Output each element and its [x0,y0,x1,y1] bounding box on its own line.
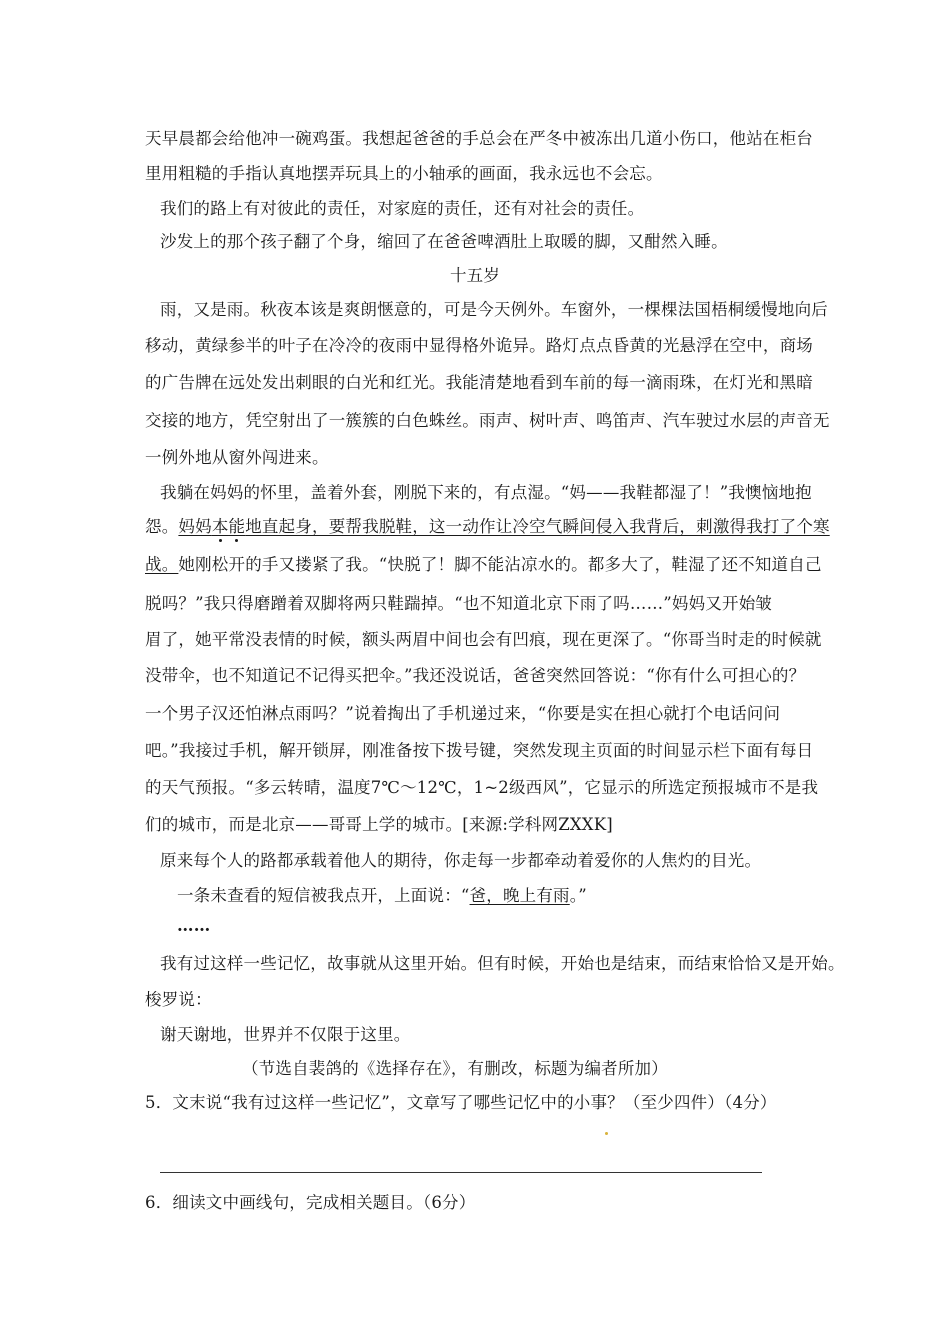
text-line: 脱吗？”我只得磨蹭着双脚将两只鞋踹掉。“也不知道北京下雨了吗……”妈妈又开始皱 [145,594,773,613]
text-segment: 妈妈 [178,517,212,536]
section-title: 十五岁 [449,266,501,285]
text-line: 移动，黄绿参半的叶子在冷冷的夜雨中显得格外诡异。路灯点点昏黄的光悬浮在空中，商场 [145,336,813,355]
text-line: 天早晨都会给他冲一碗鸡蛋。我想起爸爸的手总会在严冬中被冻出几道小伤口，他站在柜台 [145,129,813,148]
decorative-dot [605,1132,608,1135]
sms-line [177,888,587,905]
text-segment: 怨。 [145,517,179,536]
emphasis-dot-char: 本 [211,517,229,536]
text-line: 的天气预报。“多云转晴，温度7℃～12℃，1~2级西风”，它显示的所选定预报城市不是我 [145,778,819,797]
text-segment: 一条未查看的短信被我点开，上面说：“ [177,886,470,905]
text-line [145,557,822,574]
text-line: 我有过这样一些记忆，故事就从这里开始。但有时候，开始也是结束，而结束恰恰又是开始。 [160,954,845,973]
text-line: 里用粗糙的手指认真地摆弄玩具上的小轴承的画面，我永远也不会忘。 [145,164,663,183]
ellipsis: …… [177,916,211,935]
paragraph-sofa: 沙发上的那个孩子翻了个身，缩回了在爸爸啤酒肚上取暖的脚，又酣然入睡。 [160,232,728,251]
text-line: 一例外地从窗外闯进来。 [145,448,329,467]
text-line: 我躺在妈妈的怀里，盖着外套，刚脱下来的，有点湿。“妈——我鞋都湿了！”我懊恼地抱 [160,483,812,502]
paragraph-responsibility: 我们的路上有对彼此的责任，对家庭的责任，还有对社会的责任。 [160,199,645,218]
text-segment: 。” [569,886,587,905]
paragraph-thoreau: 谢天谢地，世界并不仅限于这里。 [160,1025,411,1044]
text-segment: 地直起身，要帮我脱鞋，这一动作让冷空气瞬间侵入我背后，刺激得我打了个寒 [245,517,830,536]
text-line [145,519,830,536]
text-segment: 她刚松开的手又搂紧了我。“快脱了！脚不能沾凉水的。都多大了，鞋湿了还不知道自己 [178,555,822,574]
source-note: （节选自裴鸽的《选择存在》，有删改，标题为编者所加） [242,1059,668,1078]
text-line: 的广告牌在远处发出刺眼的白光和红光。我能清楚地看到车前的每一滴雨珠，在灯光和黑暗 [145,373,813,392]
question-5: 5．文末说“我有过这样一些记忆”，文章写了哪些记忆中的小事？（至少四件）（4分） [145,1093,777,1112]
underlined-sentence [178,517,829,536]
underlined-sms: 爸，晚上有雨 [469,886,570,905]
text-line: 梭罗说： [145,990,212,1009]
text-line: 们的城市，而是北京——哥哥上学的城市。[来源:学科网ZXXK] [145,815,613,834]
underlined-sentence-end: 战。 [145,555,179,574]
text-line: 交接的地方，凭空射出了一簇簇的白色蛛丝。雨声、树叶声、鸣笛声、汽车驶过水层的声音无 [145,411,830,430]
text-line: 一个男子汉还怕淋点雨吗？”说着掏出了手机递过来，“你要是实在担心就打个电话问问 [145,704,781,723]
text-line: 眉了，她平常没表情的时候，额头两眉中间也会有凹痕，现在更深了。“你哥当时走的时候就 [145,630,822,649]
text-line: 吧。”我接过手机，解开锁屏，刚准备按下拨号键，突然发现主页面的时间显示栏下面有每日 [145,741,814,760]
text-line: 雨，又是雨。秋夜本该是爽朗惬意的，可是今天例外。车窗外，一棵棵法国梧桐缓慢地向后 [160,300,828,319]
question-6: 6．细读文中画线句，完成相关题目。（6分） [145,1193,476,1212]
emphasis-dot-char: 能 [228,517,246,536]
paragraph-path: 原来每个人的路都承载着他人的期待，你走每一步都牵动着爱你的人焦灼的目光。 [160,851,762,870]
text-line: 没带伞，也不知道记不记得买把伞。”我还没说话，爸爸突然回答说：“你有什么可担心的？ [145,666,806,685]
answer-line[interactable] [160,1172,762,1173]
